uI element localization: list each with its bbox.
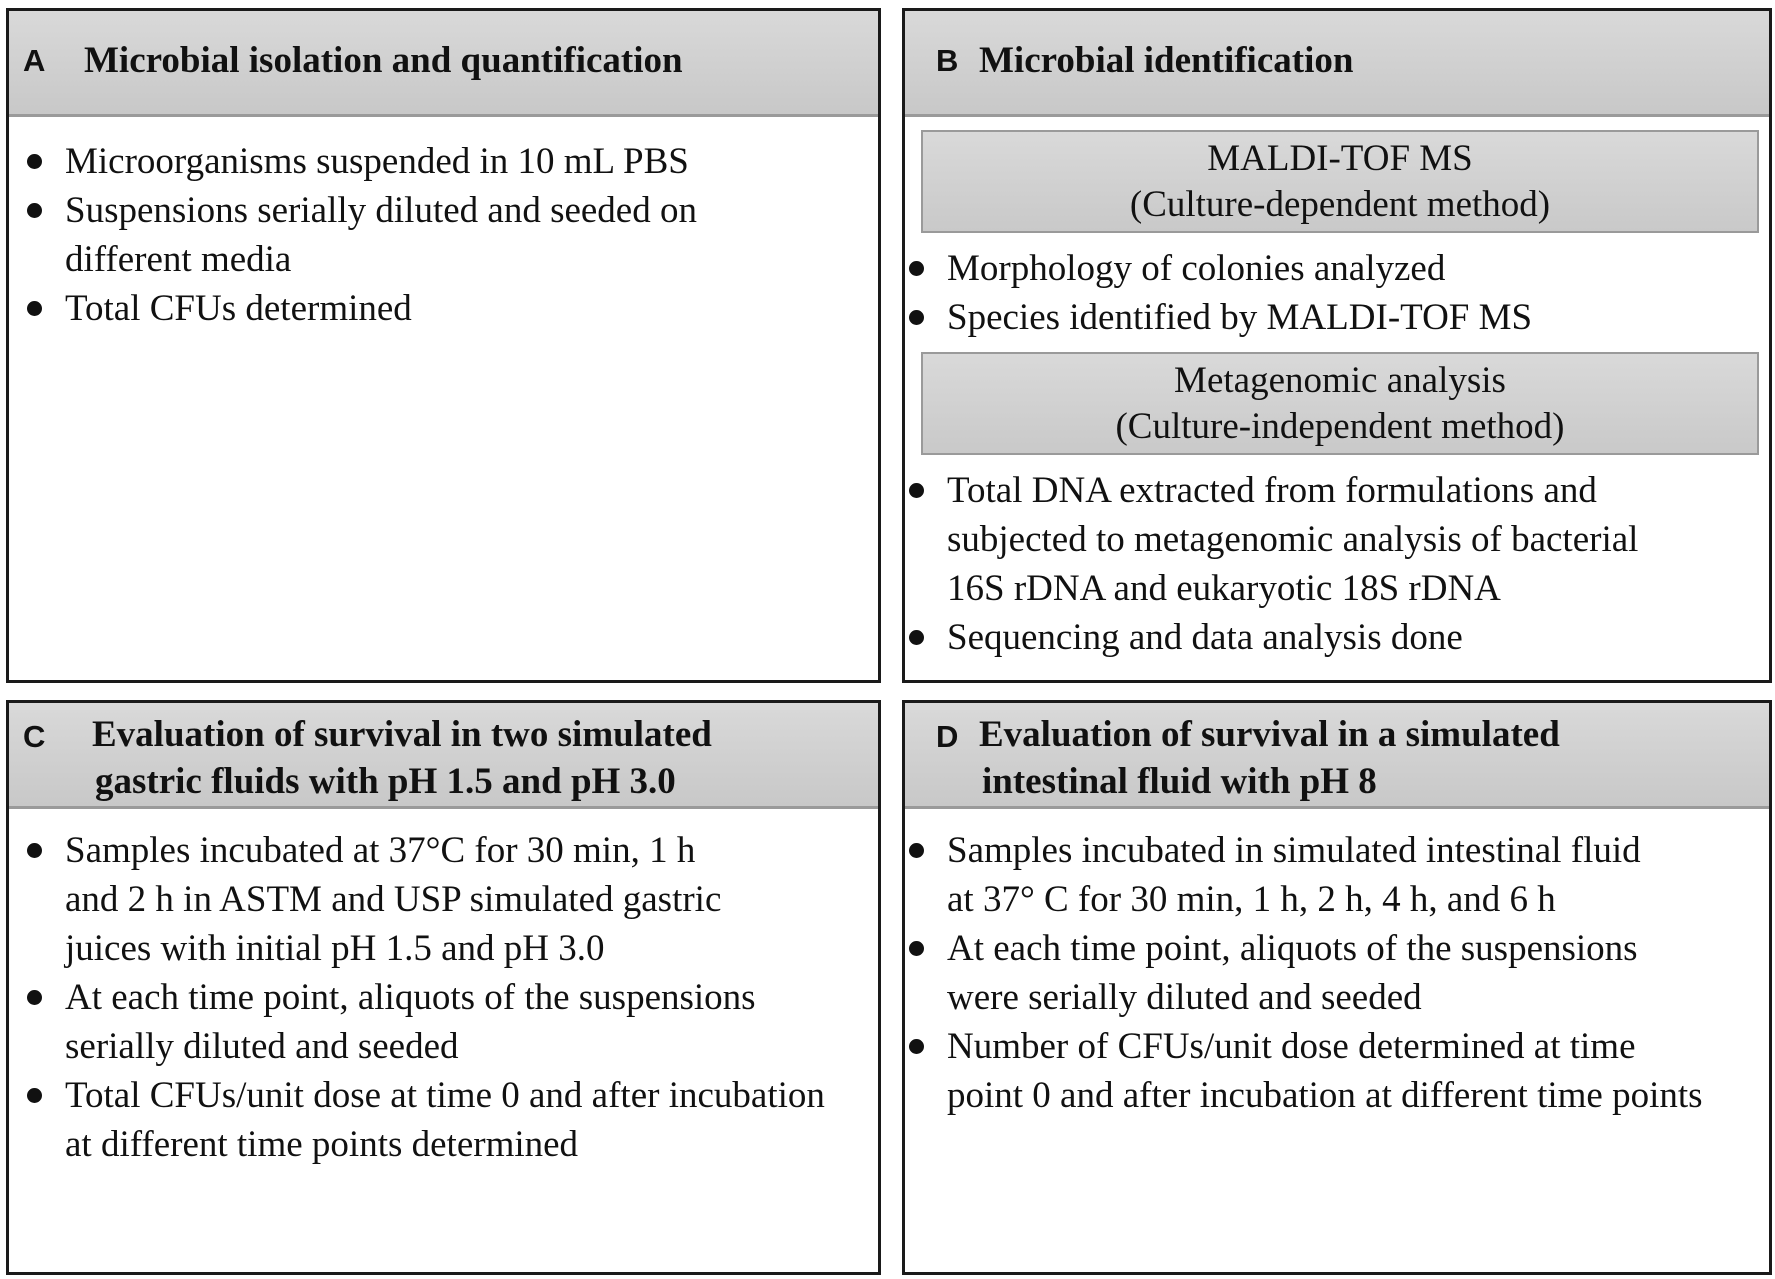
panel-c-header (9, 703, 878, 809)
bullet-text-line: Number of CFUs/unit dose determined at time (947, 1026, 1636, 1067)
bullet-text-line: Total DNA extracted from formulations and (947, 470, 1597, 511)
bullet-text-line: subjected to metagenomic analysis of bacterial (947, 519, 1639, 560)
panel-d-letter: D (936, 719, 959, 754)
bullet-item (891, 613, 1638, 662)
metagenomic-bullet-list (891, 466, 1638, 662)
panel-d-bullet-list (891, 826, 1703, 1120)
panel-a-header (9, 11, 878, 117)
panel-b-title: Microbial identification (979, 40, 1354, 81)
panel-d-title (979, 711, 1560, 805)
panel-d-header (905, 703, 1769, 809)
metagenomic-method-box (921, 352, 1759, 455)
panel-a (6, 8, 881, 683)
maldi-method-type: (Culture-dependent method) (1129, 184, 1551, 225)
bullet-text-line: were serially diluted and seeded (947, 977, 1422, 1018)
panel-c (6, 700, 881, 1275)
bullet-item (891, 466, 1638, 613)
panel-c-letter: C (23, 719, 46, 754)
panel-a-bullet-list (9, 137, 697, 333)
panel-c-title-line-1: Evaluation of survival in two simulated (92, 714, 712, 755)
metagenomic-method-type: (Culture-independent method) (1115, 406, 1565, 447)
bullet-text-line: different media (65, 239, 292, 280)
bullet-item (9, 973, 825, 1071)
maldi-method-box (921, 130, 1759, 233)
bullet-dot-icon (909, 630, 924, 645)
bullet-text-line: at 37° C for 30 min, 1 h, 2 h, 4 h, and 6 h (947, 879, 1556, 920)
panel-d-title-line-1: Evaluation of survival in a simulated (979, 714, 1560, 755)
bullet-item (9, 1071, 825, 1169)
bullet-dot-icon (909, 261, 924, 276)
panel-a-letter: A (23, 43, 46, 78)
bullet-text-line: Total CFUs determined (65, 288, 412, 329)
panel-b-letter: B (936, 43, 959, 78)
panel-a-title: Microbial isolation and quantification (84, 40, 683, 81)
bullet-item (9, 186, 697, 284)
bullet-text-line: serially diluted and seeded (65, 1026, 459, 1067)
panel-c-title-line-2: gastric fluids with pH 1.5 and pH 3.0 (95, 761, 676, 802)
metagenomic-method-name: Metagenomic analysis (1174, 360, 1506, 401)
panel-c-bullet-list (9, 826, 825, 1169)
bullet-dot-icon (909, 483, 924, 498)
panel-d-title-line-2: intestinal fluid with pH 8 (982, 761, 1377, 802)
bullet-dot-icon (909, 843, 924, 858)
bullet-dot-icon (27, 843, 42, 858)
bullet-dot-icon (909, 941, 924, 956)
panel-c-title (92, 711, 712, 805)
bullet-item (9, 826, 825, 973)
bullet-text-line: point 0 and after incubation at different time points (947, 1075, 1703, 1116)
bullet-text-line: Suspensions serially diluted and seeded on (65, 190, 697, 231)
bullet-item (891, 1022, 1703, 1120)
bullet-text-line: Sequencing and data analysis done (947, 617, 1463, 658)
bullet-text-line: 16S rDNA and eukaryotic 18S rDNA (947, 568, 1501, 609)
bullet-item (891, 826, 1703, 924)
bullet-text-line: Morphology of colonies analyzed (947, 248, 1446, 289)
bullet-text-line: At each time point, aliquots of the suspensions (947, 928, 1638, 969)
panel-d (902, 700, 1772, 1275)
maldi-method-name: MALDI-TOF MS (1207, 138, 1473, 179)
bullet-text-line: Total CFUs/unit dose at time 0 and after incubation (65, 1075, 825, 1116)
bullet-item (9, 284, 697, 333)
bullet-dot-icon (27, 990, 42, 1005)
bullet-text-line: Samples incubated at 37°C for 30 min, 1 h (65, 830, 696, 871)
bullet-dot-icon (27, 203, 42, 218)
bullet-text-line: Microorganisms suspended in 10 mL PBS (65, 141, 689, 182)
bullet-item (891, 244, 1532, 293)
bullet-text-line: juices with initial pH 1.5 and pH 3.0 (65, 928, 605, 969)
bullet-text-line: and 2 h in ASTM and USP simulated gastric (65, 879, 722, 920)
maldi-bullet-list (891, 244, 1532, 342)
bullet-item (9, 137, 697, 186)
bullet-dot-icon (27, 1088, 42, 1103)
bullet-dot-icon (27, 301, 42, 316)
bullet-dot-icon (27, 154, 42, 169)
bullet-item (891, 924, 1703, 1022)
bullet-dot-icon (909, 1039, 924, 1054)
panel-b-header (905, 11, 1769, 117)
bullet-text-line: Species identified by MALDI-TOF MS (947, 297, 1533, 338)
bullet-item (891, 293, 1532, 342)
bullet-text-line: at different time points determined (65, 1124, 579, 1165)
bullet-text-line: Samples incubated in simulated intestinal fluid (947, 830, 1641, 871)
panel-b (902, 8, 1772, 683)
bullet-text-line: At each time point, aliquots of the suspensions (65, 977, 756, 1018)
bullet-dot-icon (909, 310, 924, 325)
